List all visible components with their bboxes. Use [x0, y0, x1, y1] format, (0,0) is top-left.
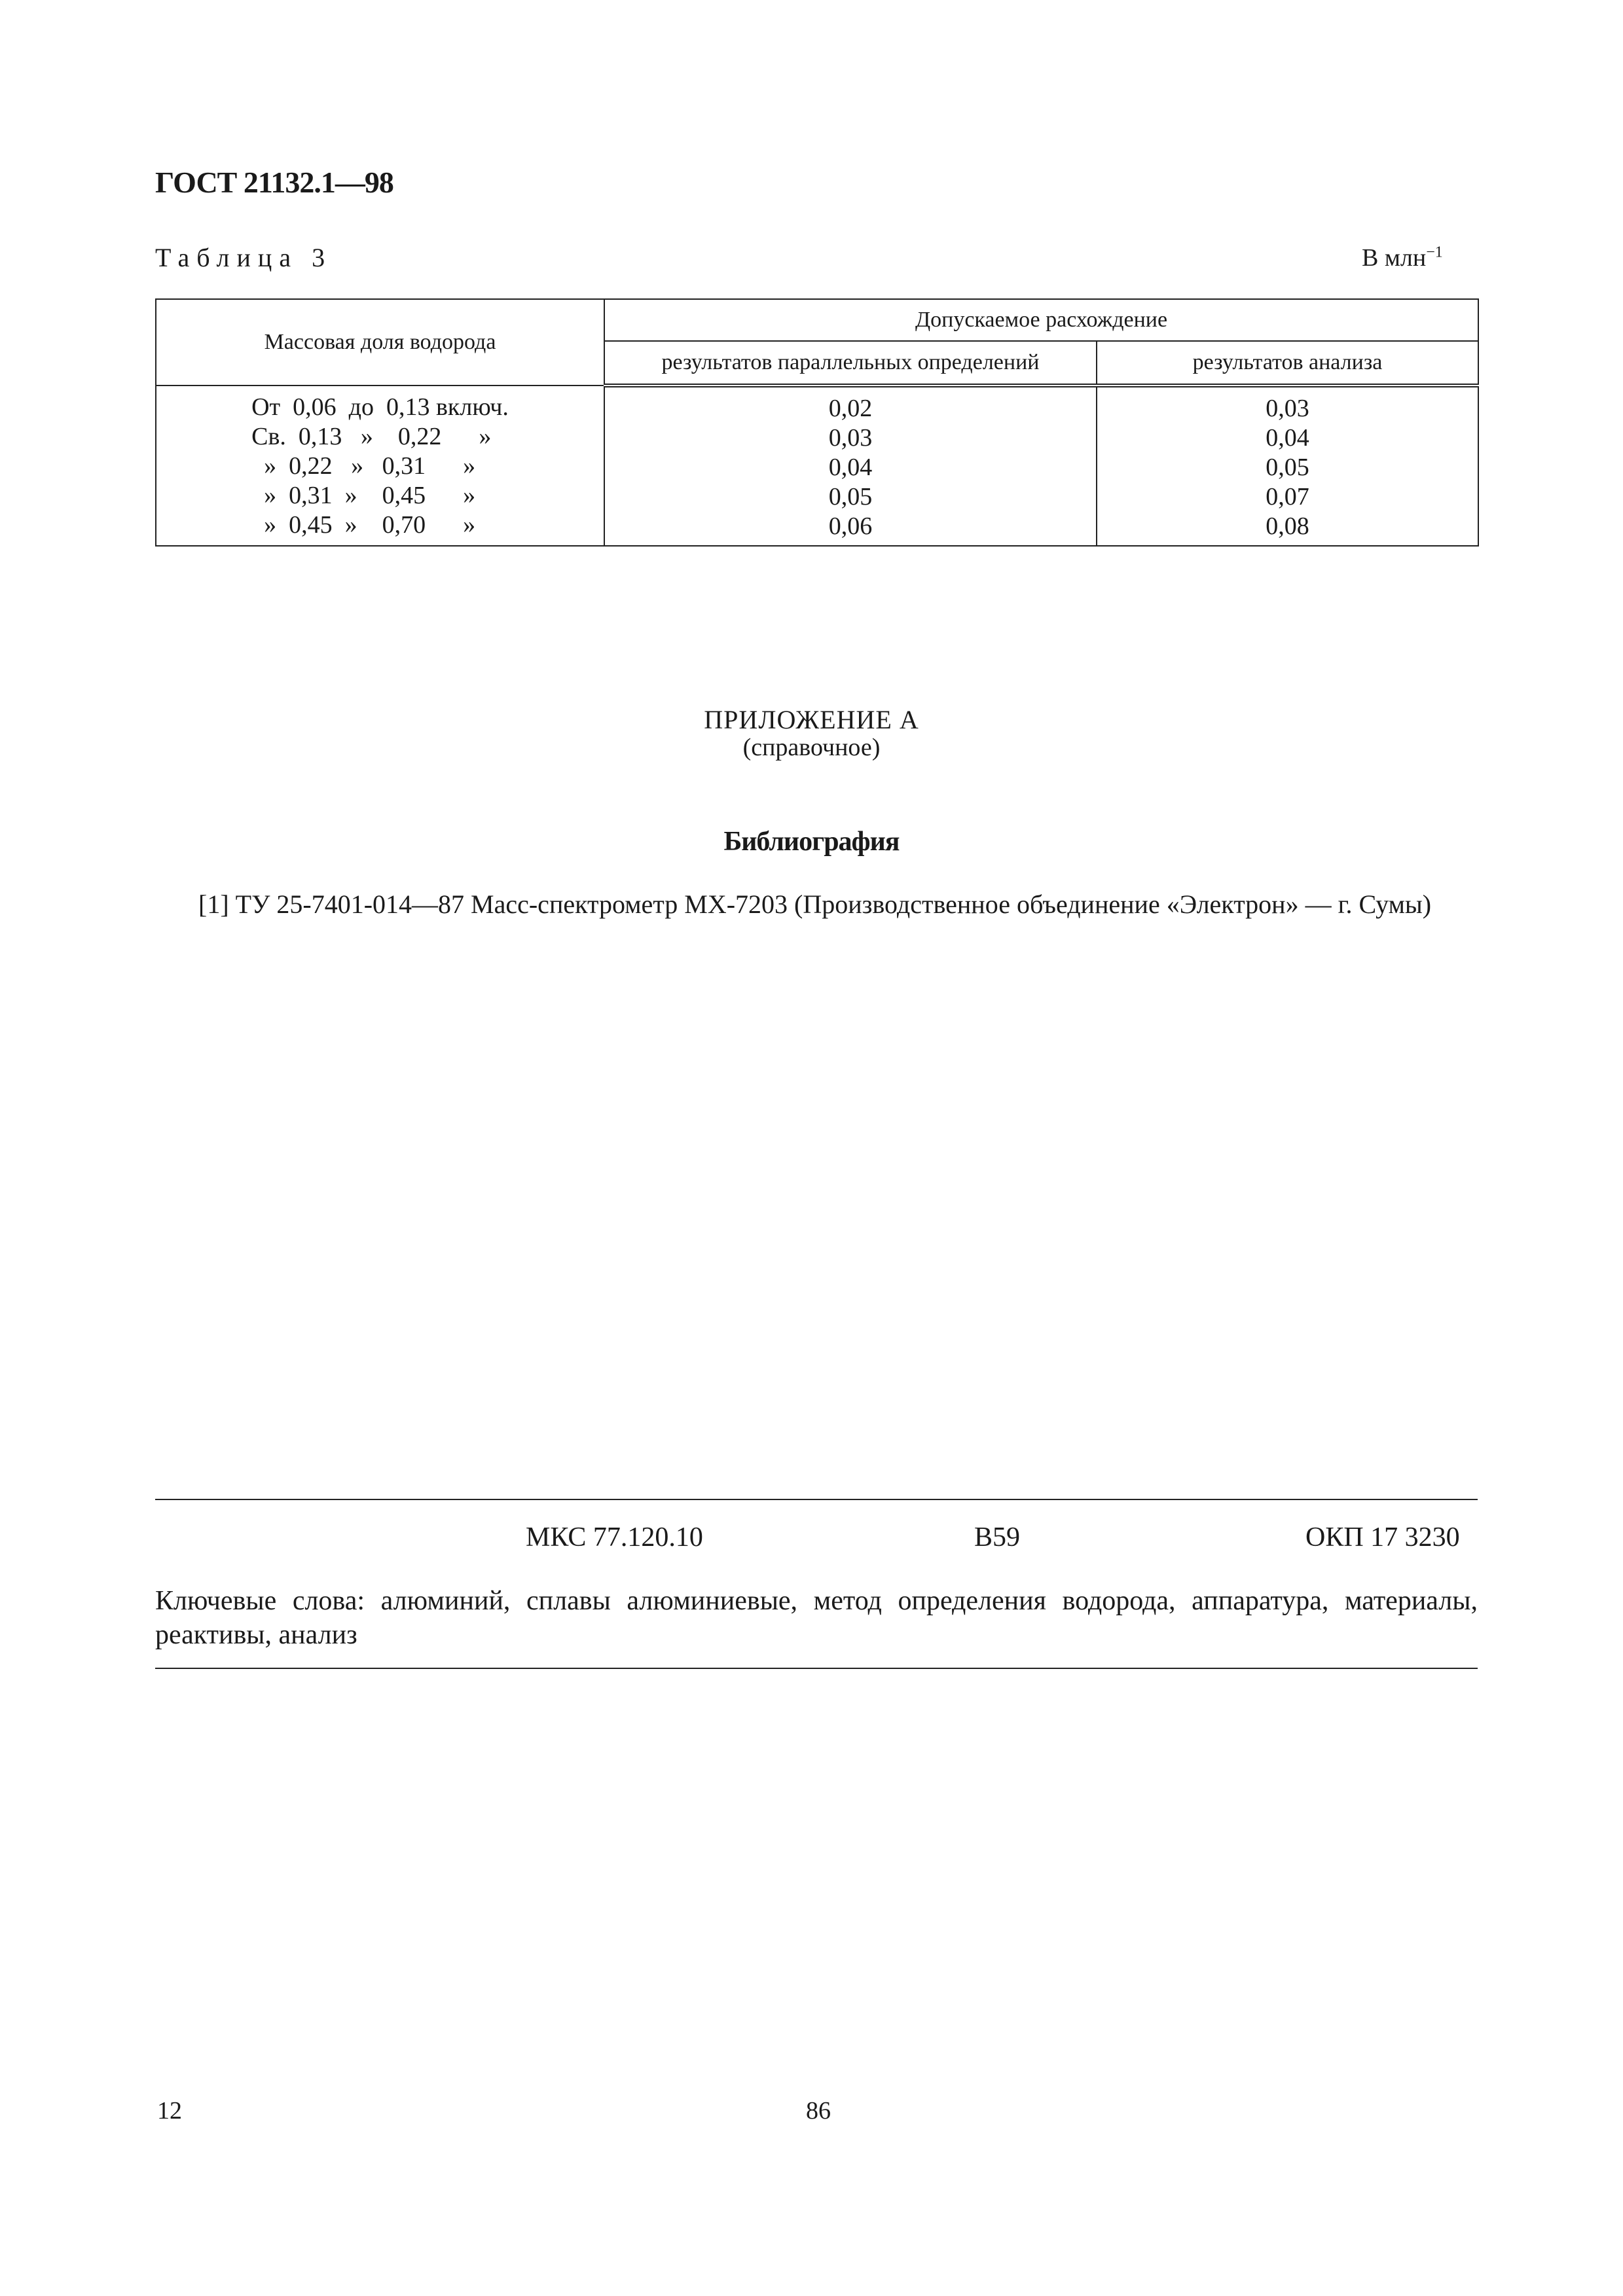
footer-bottom-rule: [155, 1668, 1478, 1669]
parallel-values: [604, 386, 1097, 546]
page-number-center: 86: [806, 2097, 831, 2125]
bibliography-entry: [1] ТУ 25-7401-014—87 Масс-спектрометр МХ-7203 (Производственное объединение «Электрон» — г. Сумы): [198, 889, 1432, 919]
analysis-value: 0,05: [1266, 454, 1309, 481]
analysis-value: 0,07: [1266, 483, 1309, 511]
table-units: [1362, 243, 1443, 272]
appendix-subtitle: (справочное): [742, 734, 881, 761]
parallel-value: 0,05: [828, 483, 873, 511]
header-allowed-discrepancy: Допускаемое расхождение: [604, 299, 1478, 341]
mks-code: МКС 77.120.10: [526, 1522, 703, 1552]
units-exponent: −1: [1426, 243, 1443, 261]
table-row: [156, 386, 1478, 546]
parallel-value: 0,06: [828, 512, 873, 540]
okp-code: ОКП 17 3230: [1305, 1522, 1460, 1552]
discrepancy-table: [155, 298, 1479, 547]
classification-code: В59: [974, 1522, 1021, 1552]
appendix-title: ПРИЛОЖЕНИЕ А: [704, 705, 919, 734]
footer-top-rule: [155, 1499, 1478, 1500]
header-analysis-results: результатов анализа: [1097, 341, 1478, 386]
parallel-value: 0,02: [828, 395, 873, 422]
page-number-left: 12: [157, 2097, 182, 2125]
analysis-values: [1097, 386, 1478, 546]
analysis-value: 0,08: [1266, 512, 1309, 540]
keywords: Ключевые слова: алюминий, сплавы алюминиевые, метод определения водорода, аппаратура, материалы, реактивы, анализ: [155, 1586, 1478, 1650]
units-prefix: В млн: [1362, 244, 1427, 272]
parallel-value: 0,03: [828, 424, 873, 452]
table-caption: Таблица 3: [155, 243, 333, 272]
analysis-value: 0,04: [1266, 424, 1309, 452]
parallel-value: 0,04: [828, 454, 873, 481]
header-parallel-results: результатов параллельных определений: [604, 341, 1097, 386]
document-header: ГОСТ 21132.1—98: [155, 166, 393, 199]
analysis-value: 0,03: [1266, 395, 1309, 422]
mass-fraction-ranges: [156, 386, 604, 546]
header-mass-fraction: Массовая доля водорода: [156, 299, 604, 386]
range-list: От 0,06 до 0,13 включ. Св. 0,13 » 0,22 » » 0,22 » 0,31 » » 0,31 » 0,45 » » 0,45 » 0,70 »: [251, 393, 509, 539]
bibliography-heading: Библиография: [723, 827, 900, 857]
